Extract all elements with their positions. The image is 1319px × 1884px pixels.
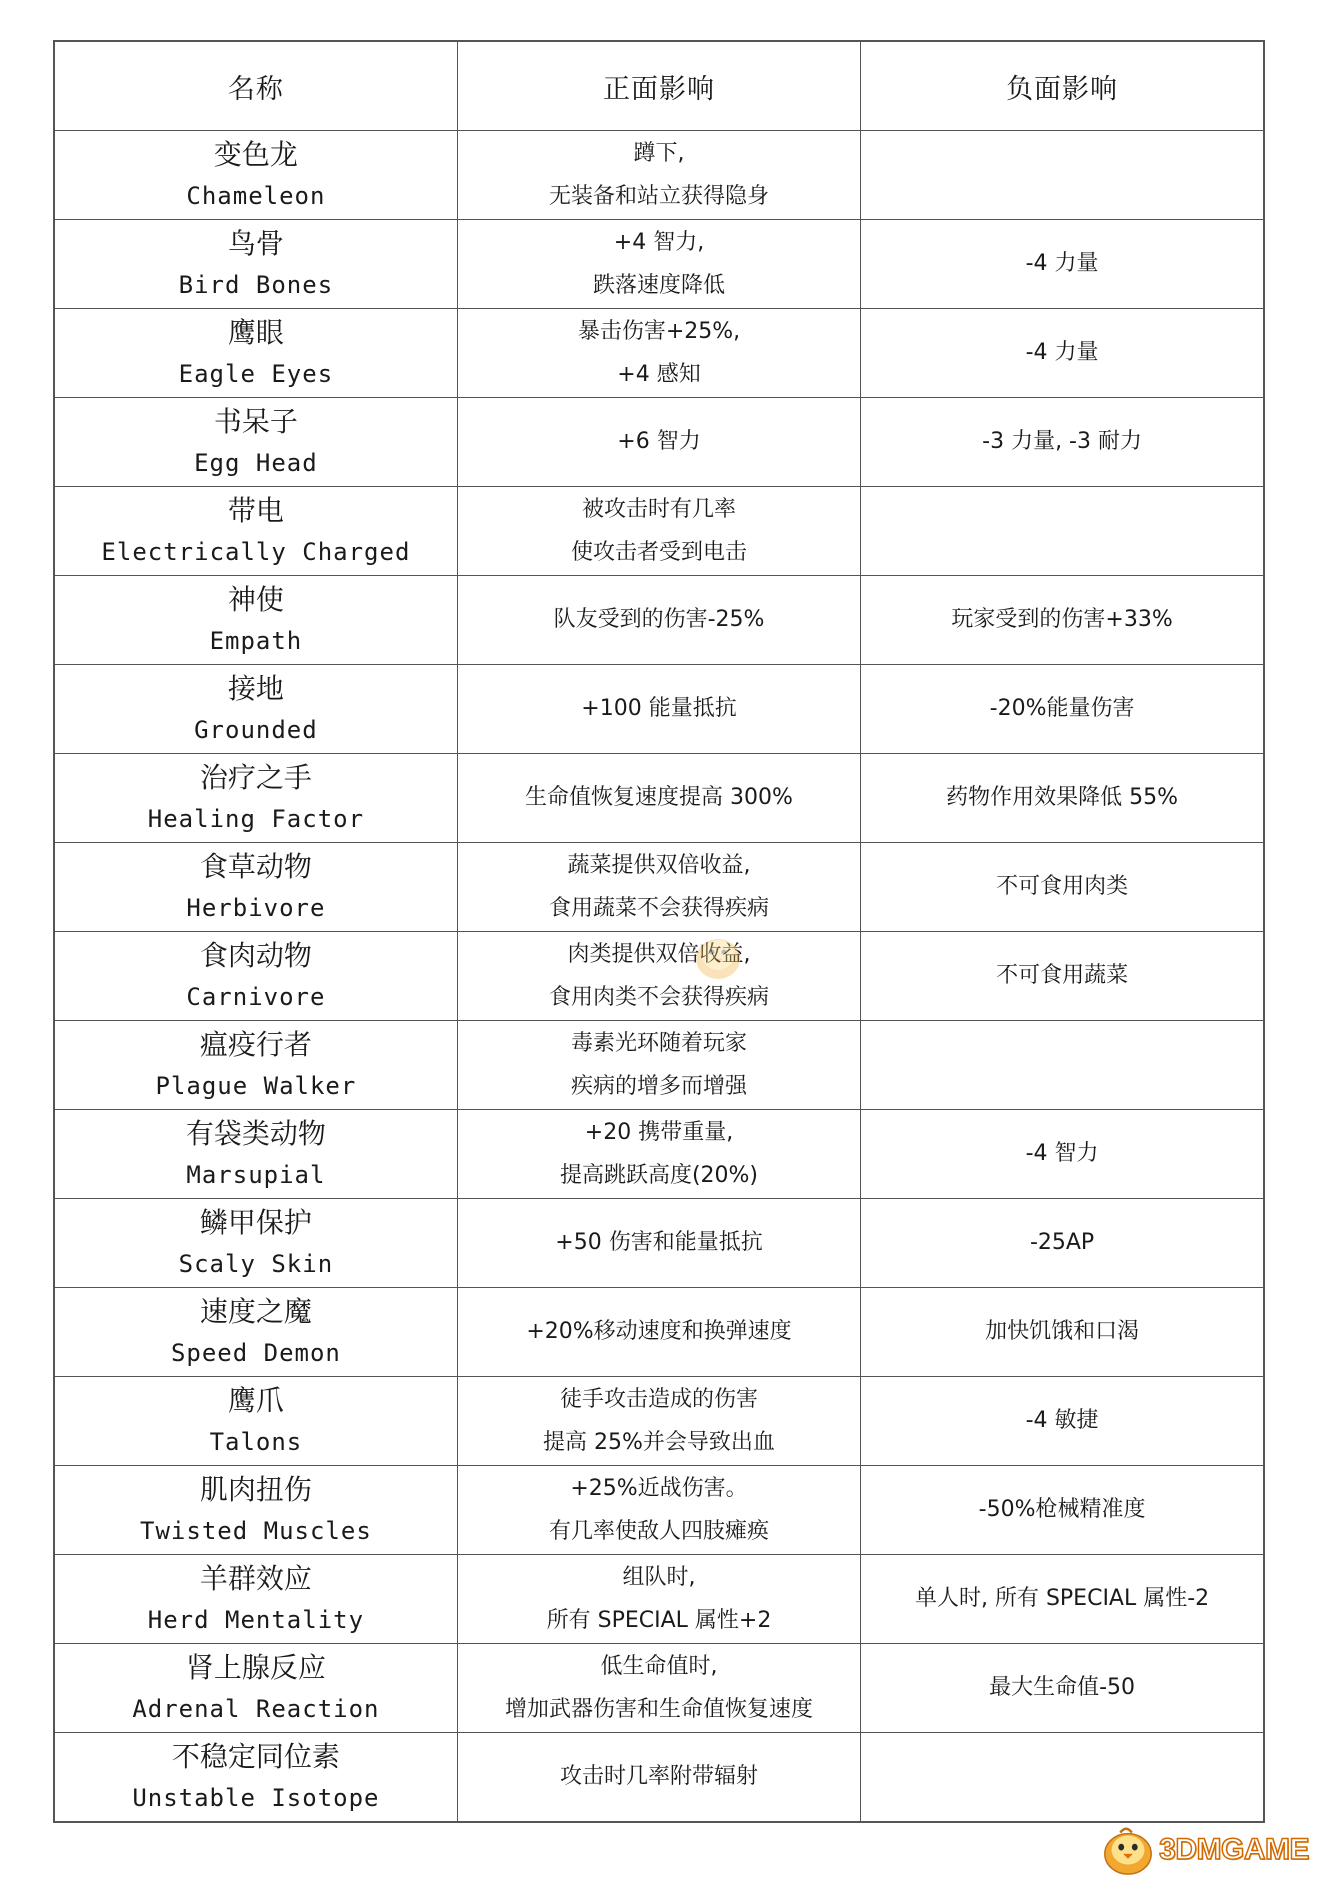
table-row [54, 932, 1264, 1021]
positive-effect-cell [457, 131, 860, 220]
positive-effect-cell [457, 487, 860, 576]
negative-effect-line: 最大生命值-50 [989, 1675, 1136, 1700]
positive-effect-cell [457, 398, 860, 487]
negative-effect-line: -3 力量, -3 耐力 [982, 429, 1142, 454]
table-header-row [54, 41, 1264, 131]
name-cell [54, 131, 457, 220]
mutation-name-en: Plague Walker [155, 1072, 357, 1100]
header-name: 名称 [54, 41, 457, 131]
positive-effect-line: 攻击时几率附带辐射 [559, 1764, 758, 1789]
mutation-name-cn: 不稳定同位素 [171, 1740, 340, 1773]
positive-effect-cell [457, 1377, 860, 1466]
positive-effect-line: +4 智力, [613, 230, 705, 255]
positive-effect-line: 被攻击时有几率 [581, 497, 736, 522]
negative-effect-line: -20%能量伤害 [989, 696, 1135, 721]
table-row [54, 665, 1264, 754]
name-cell [54, 754, 457, 843]
mutations-table-container [53, 40, 1263, 1823]
negative-effect-line: 不可食用肉类 [996, 874, 1129, 899]
mutation-name-cn: 鹰眼 [227, 316, 284, 349]
mutation-name-en: Marsupial [186, 1161, 326, 1189]
positive-effect-line: 组队时, [622, 1565, 696, 1590]
mutation-name-en: Unstable Isotope [132, 1784, 380, 1812]
positive-effect-line: 有几率使敌人四肢瘫痪 [548, 1519, 769, 1544]
positive-effect-cell [457, 220, 860, 309]
negative-effect-cell [861, 398, 1264, 487]
positive-effect-line: 毒素光环随着玩家 [570, 1031, 747, 1056]
mutation-name-en: Egg Head [194, 449, 318, 477]
negative-effect-cell [861, 309, 1264, 398]
positive-effect-line: +50 伤害和能量抵抗 [555, 1230, 763, 1255]
mutation-name-en: Scaly Skin [178, 1250, 334, 1278]
mascot-chick-icon [1099, 1821, 1157, 1879]
mutation-name-en: Electrically Charged [101, 538, 411, 566]
positive-effect-line: 蹲下, [633, 141, 685, 166]
positive-effect-line: 所有 SPECIAL 属性+2 [546, 1608, 772, 1633]
positive-effect-cell [457, 1733, 860, 1823]
name-cell [54, 1377, 457, 1466]
brand-text: 3DMGAME [1159, 1833, 1309, 1866]
mutation-name-en: Chameleon [186, 182, 326, 210]
negative-effect-cell [861, 1555, 1264, 1644]
mutation-name-en: Empath [209, 627, 303, 655]
negative-effect-cell [861, 1199, 1264, 1288]
positive-effect-line: +25%近战伤害。 [570, 1476, 748, 1501]
mutation-name-en: Carnivore [186, 983, 326, 1011]
negative-effect-cell [861, 1733, 1264, 1823]
mutation-name-cn: 神使 [227, 583, 284, 616]
negative-effect-line: -4 敏捷 [1025, 1408, 1099, 1433]
negative-effect-line: 药物作用效果降低 55% [946, 785, 1179, 810]
positive-effect-line: +6 智力 [617, 429, 701, 454]
name-cell [54, 309, 457, 398]
header-negative: 负面影响 [861, 41, 1264, 131]
mutation-name-en: Herd Mentality [147, 1606, 365, 1634]
negative-effect-line: 不可食用蔬菜 [996, 963, 1129, 988]
mutation-name-cn: 肾上腺反应 [185, 1651, 326, 1684]
table-row [54, 131, 1264, 220]
positive-effect-cell [457, 309, 860, 398]
negative-effect-cell [861, 1377, 1264, 1466]
negative-effect-line: -4 智力 [1025, 1141, 1099, 1166]
positive-effect-line: 徒手攻击造成的伤害 [559, 1387, 758, 1412]
positive-effect-cell [457, 754, 860, 843]
mutation-name-cn: 治疗之手 [199, 761, 312, 794]
negative-effect-cell [861, 1021, 1264, 1110]
negative-effect-line: 单人时, 所有 SPECIAL 属性-2 [914, 1586, 1210, 1611]
positive-effect-line: +100 能量抵抗 [581, 696, 737, 721]
positive-effect-line: +20 携带重量, [584, 1120, 734, 1145]
positive-effect-line: 食用肉类不会获得疾病 [548, 985, 769, 1010]
positive-effect-cell [457, 843, 860, 932]
negative-effect-cell [861, 131, 1264, 220]
mutation-name-cn: 变色龙 [213, 138, 298, 171]
positive-effect-cell [457, 665, 860, 754]
mutation-name-cn: 带电 [227, 494, 284, 527]
mutation-name-cn: 鸟骨 [227, 227, 284, 260]
positive-effect-line: 蔬菜提供双倍收益, [567, 853, 751, 878]
brand-watermark [1099, 1820, 1309, 1880]
negative-effect-cell [861, 665, 1264, 754]
positive-effect-line: 跌落速度降低 [592, 273, 725, 298]
name-cell [54, 1466, 457, 1555]
positive-effect-line: 疾病的增多而增强 [570, 1074, 747, 1099]
positive-effect-cell [457, 576, 860, 665]
mutations-table [53, 40, 1265, 1823]
negative-effect-cell [861, 220, 1264, 309]
positive-effect-line: 无装备和站立获得隐身 [548, 184, 769, 209]
name-cell [54, 932, 457, 1021]
table-row [54, 398, 1264, 487]
mutation-name-cn: 接地 [227, 672, 284, 705]
positive-effect-line: 食用蔬菜不会获得疾病 [548, 896, 769, 921]
table-row [54, 1199, 1264, 1288]
table-row [54, 220, 1264, 309]
positive-effect-line: 生命值恢复速度提高 300% [525, 785, 793, 810]
positive-effect-line: +20%移动速度和换弹速度 [526, 1319, 792, 1344]
positive-effect-cell [457, 1644, 860, 1733]
mutation-name-cn: 食肉动物 [199, 939, 312, 972]
negative-effect-cell [861, 576, 1264, 665]
positive-effect-line: 暴击伤害+25%, [577, 319, 741, 344]
mutation-name-en: Talons [209, 1428, 303, 1456]
name-cell [54, 843, 457, 932]
positive-effect-cell [457, 932, 860, 1021]
mutation-name-cn: 瘟疫行者 [199, 1028, 312, 1061]
mutation-name-cn: 鹰爪 [227, 1384, 284, 1417]
name-cell [54, 1021, 457, 1110]
positive-effect-cell [457, 1288, 860, 1377]
negative-effect-cell [861, 1644, 1264, 1733]
table-row [54, 1466, 1264, 1555]
mutation-name-cn: 书呆子 [213, 405, 298, 438]
mutation-name-cn: 食草动物 [199, 850, 312, 883]
table-row [54, 1555, 1264, 1644]
name-cell [54, 665, 457, 754]
name-cell [54, 1288, 457, 1377]
table-row [54, 843, 1264, 932]
negative-effect-line: -4 力量 [1025, 251, 1099, 276]
negative-effect-cell [861, 932, 1264, 1021]
mutation-name-en: Healing Factor [147, 805, 365, 833]
positive-effect-line: 提高跳跃高度(20%) [559, 1163, 759, 1188]
positive-effect-line: 低生命值时, [600, 1654, 718, 1679]
positive-effect-line: 增加武器伤害和生命值恢复速度 [504, 1697, 813, 1722]
positive-effect-line: 肉类提供双倍收益, [567, 942, 751, 967]
negative-effect-line: 加快饥饿和口渴 [985, 1319, 1140, 1344]
positive-effect-line: 使攻击者受到电击 [570, 540, 747, 565]
table-row [54, 1110, 1264, 1199]
name-cell [54, 1555, 457, 1644]
table-row [54, 487, 1264, 576]
negative-effect-line: -4 力量 [1025, 340, 1099, 365]
name-cell [54, 487, 457, 576]
positive-effect-line: 队友受到的伤害-25% [553, 607, 765, 632]
mutation-name-cn: 速度之魔 [199, 1295, 312, 1328]
positive-effect-cell [457, 1021, 860, 1110]
positive-effect-line: 提高 25%并会导致出血 [543, 1430, 775, 1455]
negative-effect-cell [861, 843, 1264, 932]
mutation-name-en: Grounded [194, 716, 318, 744]
table-row [54, 1021, 1264, 1110]
table-row [54, 576, 1264, 665]
table-row [54, 1377, 1264, 1466]
table-body [54, 131, 1264, 1823]
mutation-name-en: Adrenal Reaction [132, 1695, 380, 1723]
table-row [54, 1644, 1264, 1733]
negative-effect-cell [861, 487, 1264, 576]
mutation-name-cn: 肌肉扭伤 [199, 1473, 312, 1506]
table-row [54, 309, 1264, 398]
mutation-name-cn: 羊群效应 [199, 1562, 312, 1595]
name-cell [54, 1733, 457, 1823]
positive-effect-cell [457, 1110, 860, 1199]
positive-effect-line: +4 感知 [617, 362, 701, 387]
negative-effect-line: -25AP [1029, 1230, 1095, 1255]
negative-effect-cell [861, 1466, 1264, 1555]
negative-effect-cell [861, 1288, 1264, 1377]
mutation-name-cn: 有袋类动物 [185, 1117, 326, 1150]
name-cell [54, 1644, 457, 1733]
mutation-name-en: Herbivore [186, 894, 326, 922]
mutation-name-en: Eagle Eyes [178, 360, 334, 388]
mutation-name-cn: 鳞甲保护 [199, 1206, 312, 1239]
negative-effect-cell [861, 754, 1264, 843]
negative-effect-line: -50%枪械精准度 [978, 1497, 1146, 1522]
positive-effect-cell [457, 1555, 860, 1644]
table-row [54, 1288, 1264, 1377]
mutation-name-en: Twisted Muscles [140, 1517, 372, 1545]
mutation-name-en: Bird Bones [178, 271, 334, 299]
positive-effect-cell [457, 1466, 860, 1555]
table-row [54, 754, 1264, 843]
name-cell [54, 220, 457, 309]
name-cell [54, 398, 457, 487]
header-positive: 正面影响 [457, 41, 860, 131]
name-cell [54, 1199, 457, 1288]
name-cell [54, 1110, 457, 1199]
name-cell [54, 576, 457, 665]
positive-effect-cell [457, 1199, 860, 1288]
mutation-name-en: Speed Demon [170, 1339, 341, 1367]
negative-effect-cell [861, 1110, 1264, 1199]
table-row [54, 1733, 1264, 1823]
negative-effect-line: 玩家受到的伤害+33% [951, 607, 1173, 632]
